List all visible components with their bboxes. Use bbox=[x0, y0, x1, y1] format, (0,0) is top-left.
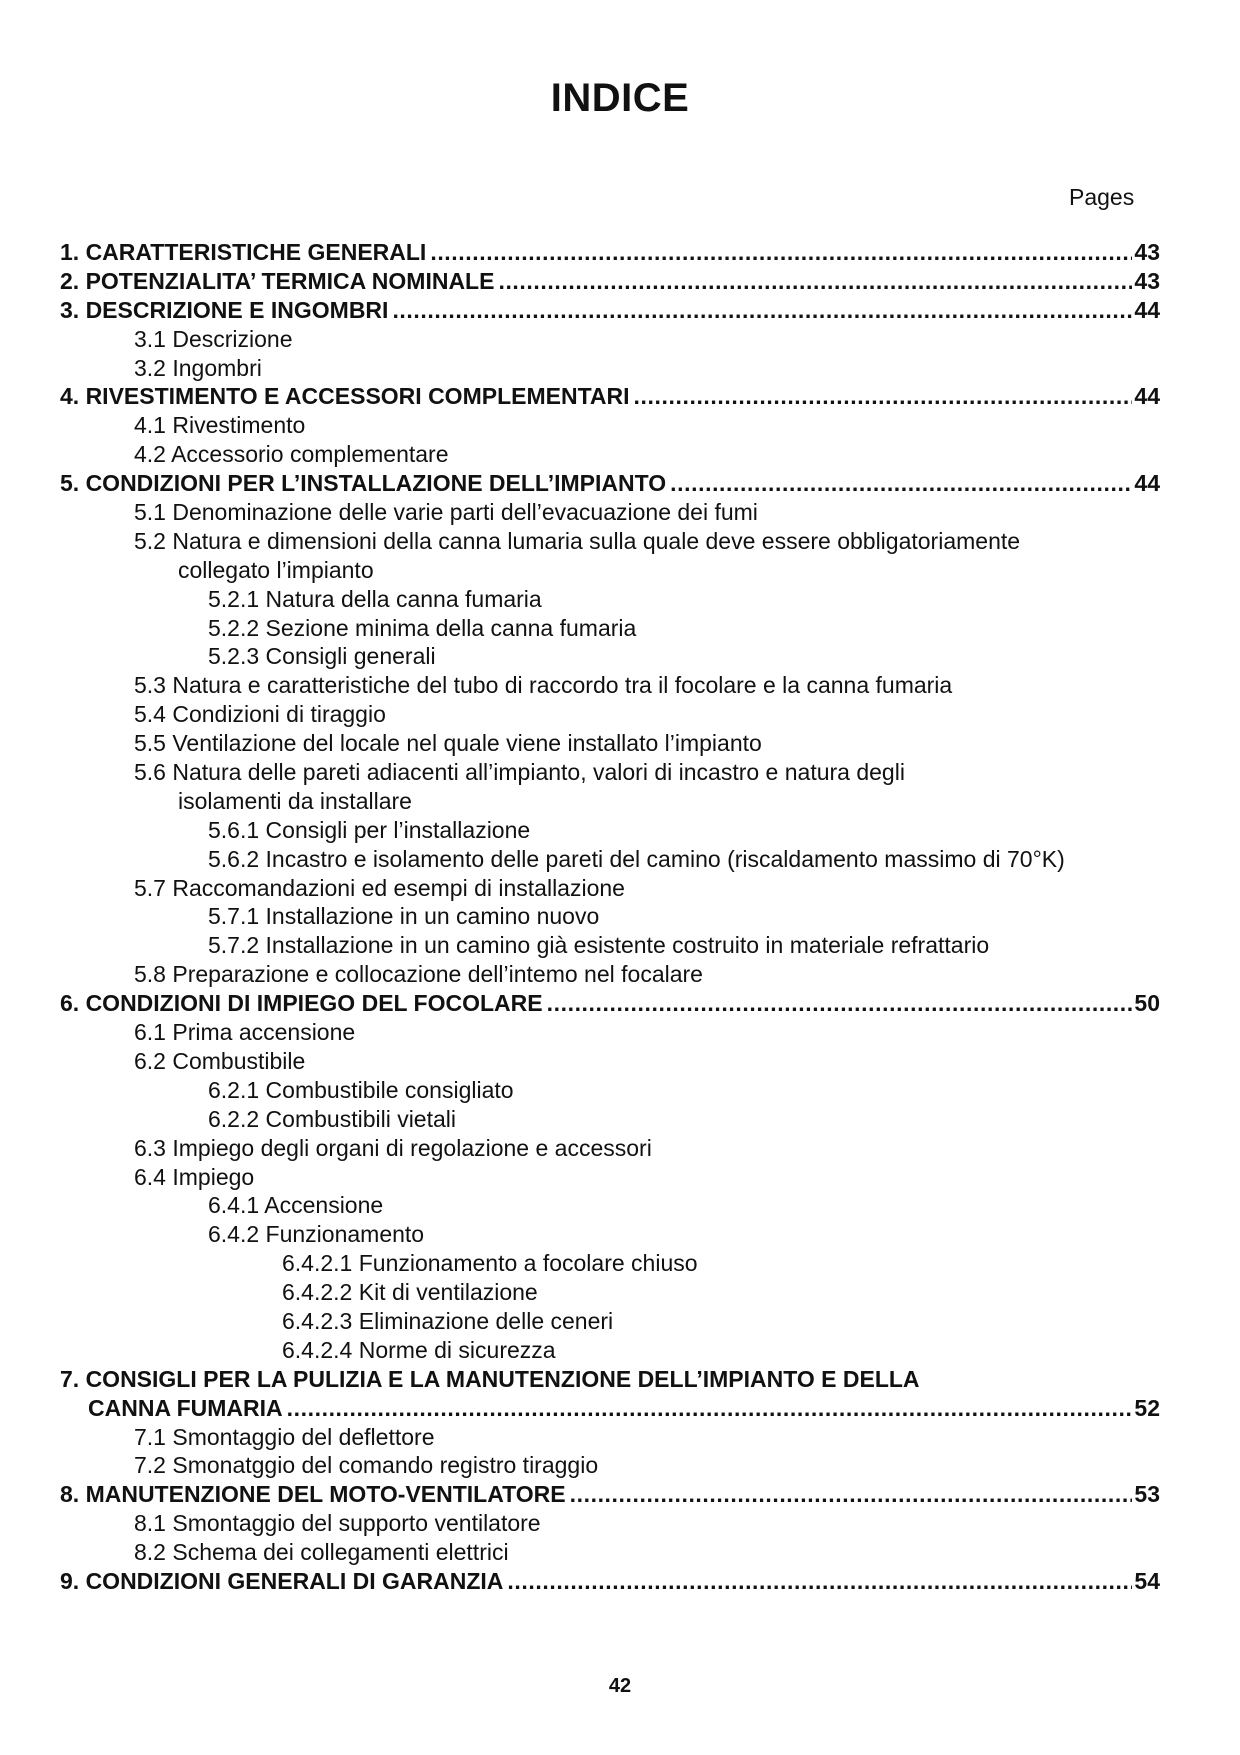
toc-item-6-4-2-2[interactable]: 6.4.2.2 Kit di ventilazione bbox=[282, 1279, 538, 1306]
toc-item-5-5[interactable]: 5.5 Ventilazione del locale nel quale viene installato l’impianto bbox=[134, 730, 762, 757]
toc-item-5-6[interactable]: 5.6 Natura delle pareti adiacenti all’impianto, valori di incastro e natura degli bbox=[134, 759, 905, 786]
leader-dots bbox=[498, 267, 1132, 296]
toc-item-5-6-continued: isolamenti da installare bbox=[178, 787, 412, 814]
toc-section-4[interactable]: 4. RIVESTIMENTO E ACCESSORI COMPLEMENTARI ..... 44 bbox=[60, 382, 1160, 411]
leader-dots bbox=[392, 296, 1132, 325]
toc-item-8-1[interactable]: 8.1 Smontaggio del supporto ventilatore bbox=[134, 1510, 541, 1537]
toc-section-3[interactable]: 3. DESCRIZIONE E INGOMBRI ..... 44 bbox=[60, 296, 1160, 325]
toc-item-5-8[interactable]: 5.8 Preparazione e collocazione dell’intemo nel focalare bbox=[134, 961, 703, 988]
toc-section-5[interactable]: 5. CONDIZIONI PER L’INSTALLAZIONE DELL’IMPIANTO ..... 44 bbox=[60, 469, 1160, 498]
toc-section-7-continued[interactable]: CANNA FUMARIA ..... 52 bbox=[60, 1394, 1160, 1423]
toc-item-7-2[interactable]: 7.2 Smonatggio del comando registro tiraggio bbox=[134, 1452, 599, 1479]
footer-page-number: 42 bbox=[608, 1675, 632, 1697]
table-of-contents bbox=[60, 238, 1160, 1596]
toc-item-5-6-1[interactable]: 5.6.1 Consigli per l’installazione bbox=[208, 816, 531, 843]
toc-item-6-4-1[interactable]: 6.4.1 Accensione bbox=[208, 1192, 384, 1219]
toc-section-8[interactable]: 8. MANUTENZIONE DEL MOTO-VENTILATORE ..... 53 bbox=[60, 1480, 1160, 1509]
page-number: 54 bbox=[1134, 1567, 1160, 1594]
page-title: INDICE bbox=[550, 76, 690, 120]
toc-item-5-4[interactable]: 5.4 Condizioni di tiraggio bbox=[134, 701, 386, 728]
toc-item-5-7-1[interactable]: 5.7.1 Installazione in un camino nuovo bbox=[208, 903, 600, 930]
leader-dots bbox=[507, 1567, 1132, 1596]
toc-item-6-3[interactable]: 6.3 Impiego degli organi di regolazione e accessori bbox=[134, 1134, 652, 1161]
page-number: 44 bbox=[1134, 383, 1160, 410]
toc-item-5-2-3[interactable]: 5.2.3 Consigli generali bbox=[208, 643, 436, 670]
toc-item-7-1[interactable]: 7.1 Smontaggio del deflettore bbox=[134, 1423, 435, 1450]
toc-item-5-3[interactable]: 5.3 Natura e caratteristiche del tubo di raccordo tra il focolare e la canna fumaria bbox=[134, 672, 953, 699]
toc-item-6-1[interactable]: 6.1 Prima accensione bbox=[134, 1019, 356, 1046]
leader-dots bbox=[430, 238, 1132, 267]
leader-dots bbox=[634, 382, 1133, 411]
toc-item-6-4-2-4[interactable]: 6.4.2.4 Norme di sicurezza bbox=[282, 1336, 556, 1363]
toc-section-6[interactable]: 6. CONDIZIONI DI IMPIEGO DEL FOCOLARE ..... 50 bbox=[60, 989, 1160, 1018]
toc-item-5-1[interactable]: 5.1 Denominazione delle varie parti dell’evacuazione dei fumi bbox=[134, 499, 758, 526]
page-number: 50 bbox=[1134, 990, 1160, 1017]
leader-dots bbox=[570, 1480, 1133, 1509]
toc-item-5-6-2[interactable]: 5.6.2 Incastro e isolamento delle pareti del camino (riscaldamento massimo di 70°K) bbox=[208, 845, 1065, 872]
toc-item-5-2[interactable]: 5.2 Natura e dimensioni della canna lumaria sulla quale deve essere obbligatoriamente bbox=[134, 527, 1021, 554]
toc-item-6-2-1[interactable]: 6.2.1 Combustibile consigliato bbox=[208, 1076, 514, 1103]
toc-item-5-2-1[interactable]: 5.2.1 Natura della canna fumaria bbox=[208, 585, 542, 612]
toc-item-5-2-2[interactable]: 5.2.2 Sezione minima della canna fumaria bbox=[208, 614, 637, 641]
page-number: 44 bbox=[1134, 470, 1160, 497]
toc-item-6-2[interactable]: 6.2 Combustibile bbox=[134, 1047, 306, 1074]
toc-item-5-7-2[interactable]: 5.7.2 Installazione in un camino già esistente costruito in materiale refrattario bbox=[208, 932, 990, 959]
toc-item-5-7[interactable]: 5.7 Raccomandazioni ed esempi di installazione bbox=[134, 874, 625, 901]
toc-item-6-4[interactable]: 6.4 Impiego bbox=[134, 1163, 255, 1190]
toc-item-6-4-2-3[interactable]: 6.4.2.3 Eliminazione delle ceneri bbox=[282, 1307, 614, 1334]
page-number: 44 bbox=[1134, 296, 1160, 323]
toc-section-1[interactable]: 1. CARATTERISTICHE GENERALI ..... 43 bbox=[60, 238, 1160, 267]
page-number: 52 bbox=[1134, 1394, 1160, 1421]
toc-section-9[interactable]: 9. CONDIZIONI GENERALI DI GARANZIA ..... 54 bbox=[60, 1567, 1160, 1596]
toc-item-6-2-2[interactable]: 6.2.2 Combustibili vietali bbox=[208, 1105, 457, 1132]
toc-item-4-2[interactable]: 4.2 Accessorio complementare bbox=[134, 441, 449, 468]
leader-dots bbox=[670, 469, 1132, 498]
toc-item-3-1[interactable]: 3.1 Descrizione bbox=[134, 325, 293, 352]
toc-item-3-2[interactable]: 3.2 Ingombri bbox=[134, 354, 262, 381]
page-number: 43 bbox=[1134, 239, 1160, 265]
toc-item-5-2-continued: collegato l’impianto bbox=[178, 556, 374, 583]
leader-dots bbox=[547, 989, 1133, 1018]
toc-item-6-4-2-1[interactable]: 6.4.2.1 Funzionamento a focolare chiuso bbox=[282, 1250, 698, 1277]
toc-section-2[interactable]: 2. POTENZIALITA’ TERMICA NOMINALE ..... 43 bbox=[60, 267, 1160, 296]
pages-column-label: Pages bbox=[1069, 184, 1135, 210]
toc-item-8-2[interactable]: 8.2 Schema dei collegamenti elettrici bbox=[134, 1539, 509, 1566]
toc-item-6-4-2[interactable]: 6.4.2 Funzionamento bbox=[208, 1221, 425, 1248]
toc-item-4-1[interactable]: 4.1 Rivestimento bbox=[134, 412, 306, 439]
leader-dots bbox=[287, 1394, 1133, 1423]
page-number: 53 bbox=[1134, 1481, 1160, 1508]
toc-section-7[interactable]: 7. CONSIGLI PER LA PULIZIA E LA MANUTENZIONE DELL’IMPIANTO E DELLA bbox=[60, 1365, 920, 1392]
page-number: 43 bbox=[1134, 267, 1160, 294]
